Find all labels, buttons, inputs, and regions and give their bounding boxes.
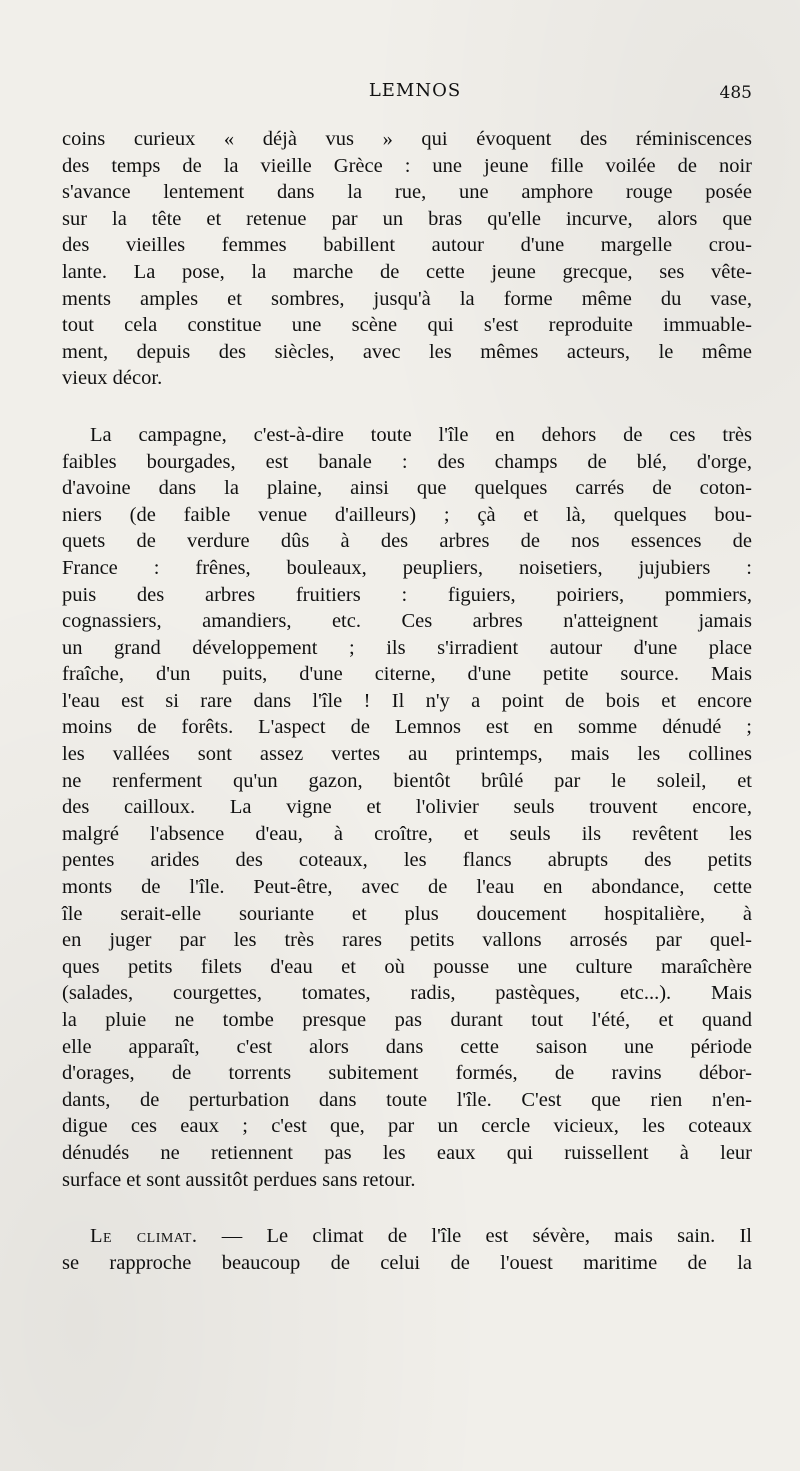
text-line: monts de l'île. Peut-être, avec de l'eau en abondance, cette <box>62 876 752 899</box>
page-header <box>90 80 752 110</box>
text-line: cognassiers, amandiers, etc. Ces arbres n'atteignent jamais <box>62 610 752 633</box>
text-line: tout cela constitue une scène qui s'est reproduite immuable- <box>62 314 752 337</box>
text-line: dants, de perturbation dans toute l'île. C'est que rien n'en- <box>62 1088 752 1111</box>
text-line: niers (de faible venue d'ailleurs) ; çà et là, quelques bou- <box>62 503 752 526</box>
paragraph-climat <box>62 1223 752 1276</box>
text-line: se rapproche beaucoup de celui de l'ouest maritime de la <box>62 1251 752 1274</box>
inline-text: — Le climat de l'île est sévère, mais sain. Il <box>197 1225 753 1248</box>
text-line: digue ces eaux ; c'est que, par un cercle vicieux, les coteaux <box>62 1115 752 1138</box>
text-line: France : frênes, bouleaux, peupliers, noisetiers, jujubiers : <box>62 556 752 579</box>
text-line: vieux décor. <box>62 367 163 390</box>
text-line: des cailloux. La vigne et l'olivier seuls trouvent encore, <box>62 796 752 819</box>
text-line: puis des arbres fruitiers : figuiers, poiriers, pommiers, <box>62 583 752 606</box>
text-line: les vallées sont assez vertes au printemps, mais les collines <box>62 743 752 766</box>
page-number: 485 <box>719 83 752 103</box>
text-line: l'eau est si rare dans l'île ! Il n'y a point de bois et encore <box>62 689 752 712</box>
text-line: fraîche, d'un puits, d'une citerne, d'une petite source. Mais <box>62 663 752 686</box>
text-line: pentes arides des coteaux, les flancs abrupts des petits <box>62 849 752 872</box>
text-line: ques petits filets d'eau et où pousse une culture maraîchère <box>62 955 752 978</box>
running-title: LEMNOS <box>368 80 462 101</box>
text-line: la pluie ne tombe presque pas durant tout l'été, et quand <box>62 1009 752 1031</box>
text-line: ment, depuis des siècles, avec les mêmes acteurs, le même <box>62 340 752 363</box>
text-line: des vieilles femmes babillent autour d'une margelle crou- <box>62 234 752 257</box>
text-line: d'avoine dans la plaine, ainsi que quelques carrés de coton- <box>62 477 752 500</box>
text-line: île serait-elle souriante et plus doucement hospitalière, à <box>62 902 752 925</box>
section-heading: Le climat. <box>90 1225 198 1248</box>
paragraph-campagne <box>62 422 752 1193</box>
text-line: sur la tête et retenue par un bras qu'elle incurve, alors que <box>62 207 752 230</box>
text-line: lante. La pose, la marche de cette jeune grecque, ses vête- <box>62 260 752 283</box>
text-line: d'orages, de torrents subitement formés, de ravins débor- <box>62 1062 752 1085</box>
text-line: moins de forêts. L'aspect de Lemnos est en somme dénudé ; <box>62 716 752 739</box>
text-line: ne renferment qu'un gazon, bientôt brûlé par le soleil, et <box>62 769 752 792</box>
body-text <box>62 126 752 1276</box>
paragraph-gap <box>62 392 752 422</box>
text-line: faibles bourgades, est banale : des champs de blé, d'orge, <box>62 450 752 473</box>
text-line: dénudés ne retiennent pas les eaux qui ruissellent à leur <box>62 1141 752 1164</box>
text-line: un grand développement ; ils s'irradient autour d'une place <box>62 636 752 659</box>
text-line: ments amples et sombres, jusqu'à la forme même du vase, <box>62 287 752 310</box>
text-line: La campagne, c'est-à-dire toute l'île en dehors de ces très <box>90 423 752 446</box>
text-line: (salades, courgettes, tomates, radis, pastèques, etc...). Mais <box>62 982 752 1005</box>
text-line: elle apparaît, c'est alors dans cette saison une période <box>62 1035 752 1058</box>
text-line: quets de verdure dûs à des arbres de nos essences de <box>62 530 752 553</box>
paragraph-gap <box>62 1193 752 1223</box>
paragraph-reminiscences <box>62 126 752 392</box>
text-line: s'avance lentement dans la rue, une amphore rouge posée <box>62 181 752 204</box>
text-line: surface et sont aussitôt perdues sans retour. <box>62 1168 416 1191</box>
text-line: malgré l'absence d'eau, à croître, et seuls ils revêtent les <box>62 822 752 845</box>
text-line: des temps de la vieille Grèce : une jeune fille voilée de noir <box>62 154 752 177</box>
text-line <box>62 1223 752 1250</box>
text-line: en juger par les très rares petits vallons arrosés par quel- <box>62 929 752 952</box>
text-line: coins curieux « déjà vus » qui évoquent des réminiscences <box>62 128 752 150</box>
